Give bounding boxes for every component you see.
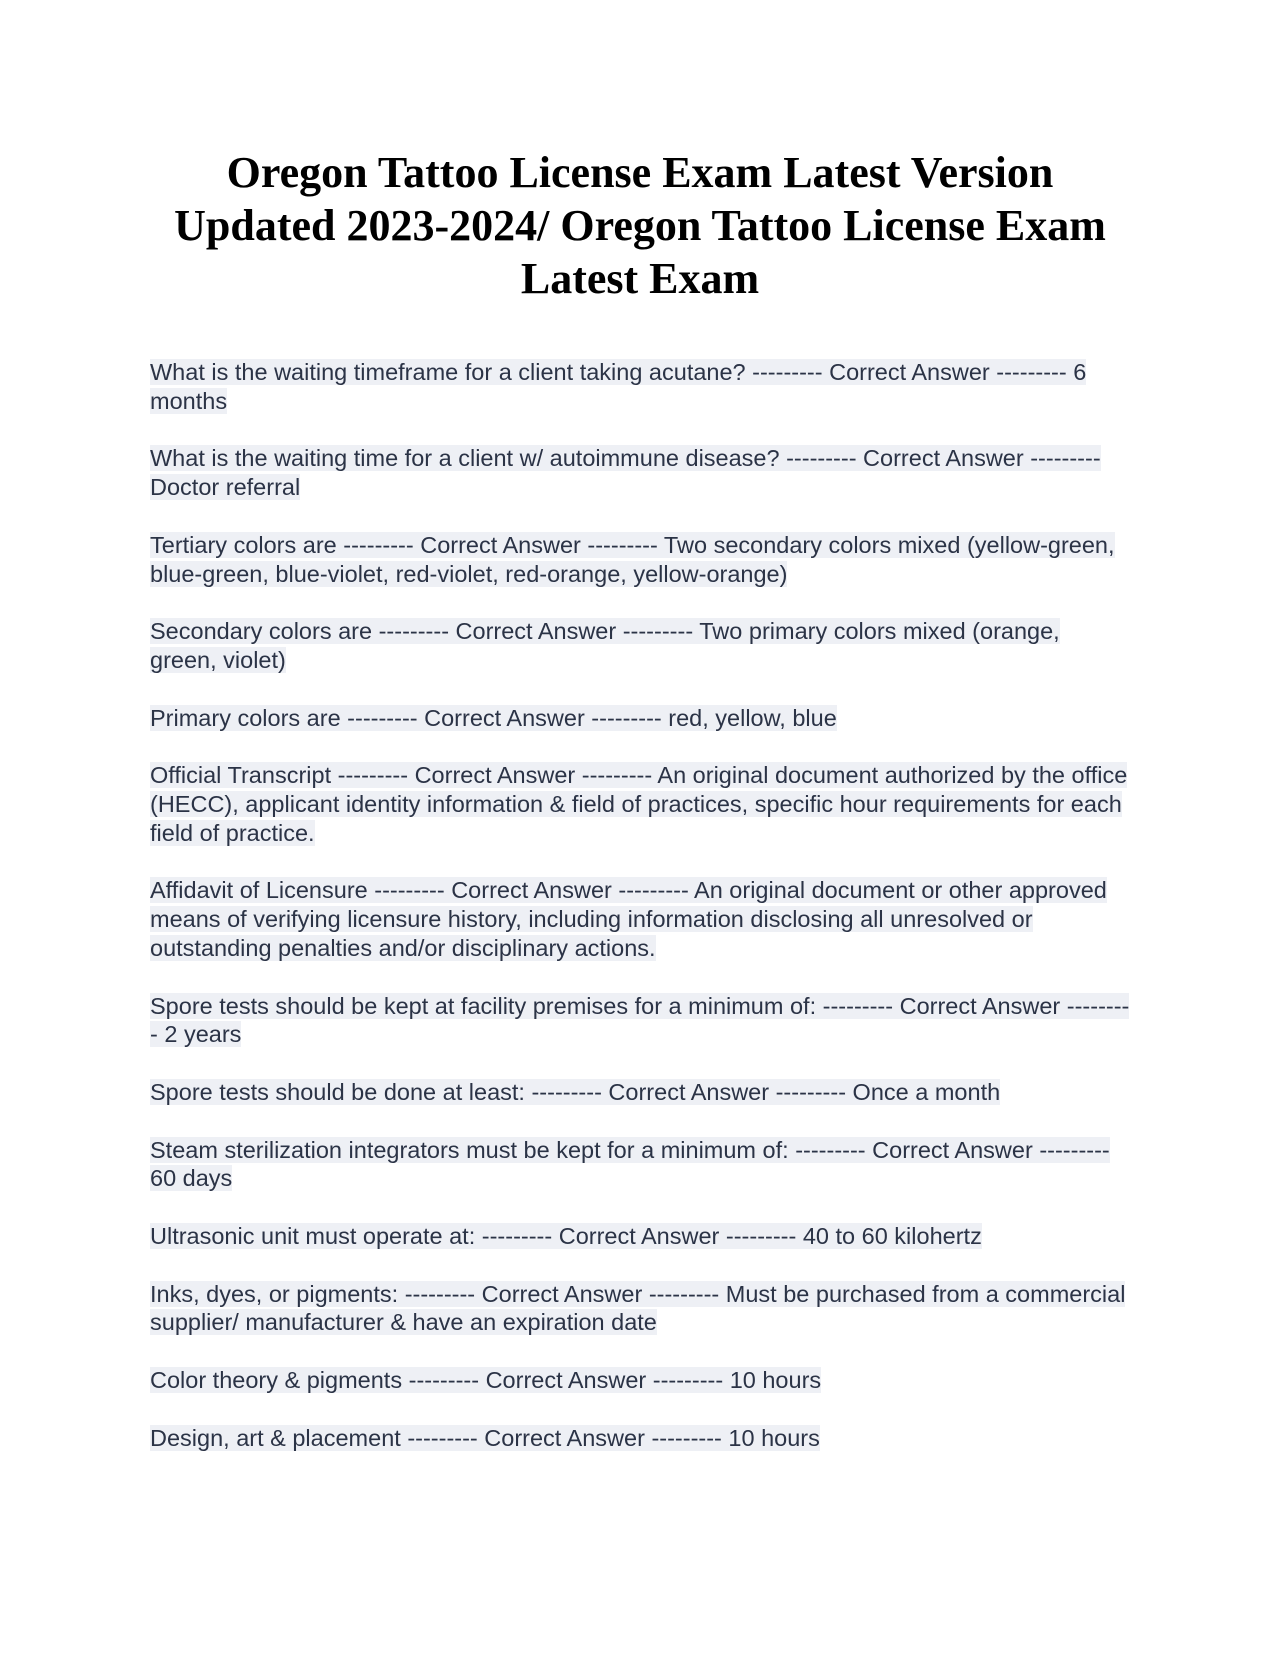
qa-item-ultrasonic [150, 1222, 1130, 1251]
qa-text: Secondary colors are --------- Correct Answer --------- Two primary colors mixed (orange, green, violet) [150, 618, 1060, 673]
qa-text: Spore tests should be kept at facility premises for a minimum of: --------- Correct Answer --------- 2 years [150, 992, 1130, 1048]
qa-text: What is the waiting timeframe for a client taking acutane? --------- Correct Answer --------- 6 months [150, 359, 1087, 414]
document-title: Oregon Tattoo License Exam Latest Version Updated 2023-2024/ Oregon Tattoo License Exam Latest Exam [174, 148, 1106, 303]
qa-item-official-transcript [150, 761, 1130, 847]
qa-text: Affidavit of Licensure --------- Correct Answer --------- An original document or other approved means of verifying licensure history, including information disclosing all unresolved or outstanding penalties and/or disciplinary actions. [150, 877, 1107, 961]
qa-item-inks [150, 1280, 1130, 1337]
qa-text: Tertiary colors are --------- Correct Answer --------- Two secondary colors mixed (yellow-green, blue-green, blue-violet, red-violet, red-orange, yellow-orange) [150, 531, 1115, 587]
qa-list [150, 358, 1130, 1482]
qa-item-primary-colors [150, 704, 1130, 733]
qa-item-affidavit [150, 876, 1130, 962]
qa-item-design-art [150, 1424, 1130, 1453]
qa-item-acutane [150, 358, 1130, 415]
qa-text: Steam sterilization integrators must be kept for a minimum of: --------- Correct Answer --------- 60 days [150, 1136, 1110, 1192]
qa-item-autoimmune [150, 444, 1130, 501]
qa-item-spore-tests-kept [150, 992, 1130, 1049]
qa-text: Inks, dyes, or pigments: --------- Correct Answer --------- Must be purchased from a commercial supplier/ manufacturer & have an expiration date [150, 1280, 1126, 1336]
qa-text: Design, art & placement --------- Correct Answer --------- 10 hours [150, 1424, 820, 1451]
qa-item-color-theory [150, 1366, 1130, 1395]
qa-text: What is the waiting time for a client w/ autoimmune disease? --------- Correct Answer --------- Doctor referral [150, 445, 1101, 501]
qa-text: Ultrasonic unit must operate at: --------- Correct Answer --------- 40 to 60 kilohertz [150, 1223, 982, 1250]
qa-item-tertiary-colors [150, 531, 1130, 588]
qa-item-steam-integrators [150, 1136, 1130, 1193]
qa-item-spore-tests-frequency [150, 1078, 1130, 1107]
qa-text: Official Transcript --------- Correct Answer --------- An original document authorized by the office (HECC), applicant identity information & field of practices, specific hour requirements for each field of practice. [150, 762, 1128, 846]
qa-text: Color theory & pigments --------- Correct Answer --------- 10 hours [150, 1367, 822, 1394]
qa-text: Primary colors are --------- Correct Answer --------- red, yellow, blue [150, 704, 837, 731]
qa-text: Spore tests should be done at least: --------- Correct Answer --------- Once a month [150, 1078, 1001, 1105]
qa-item-secondary-colors [150, 617, 1130, 674]
